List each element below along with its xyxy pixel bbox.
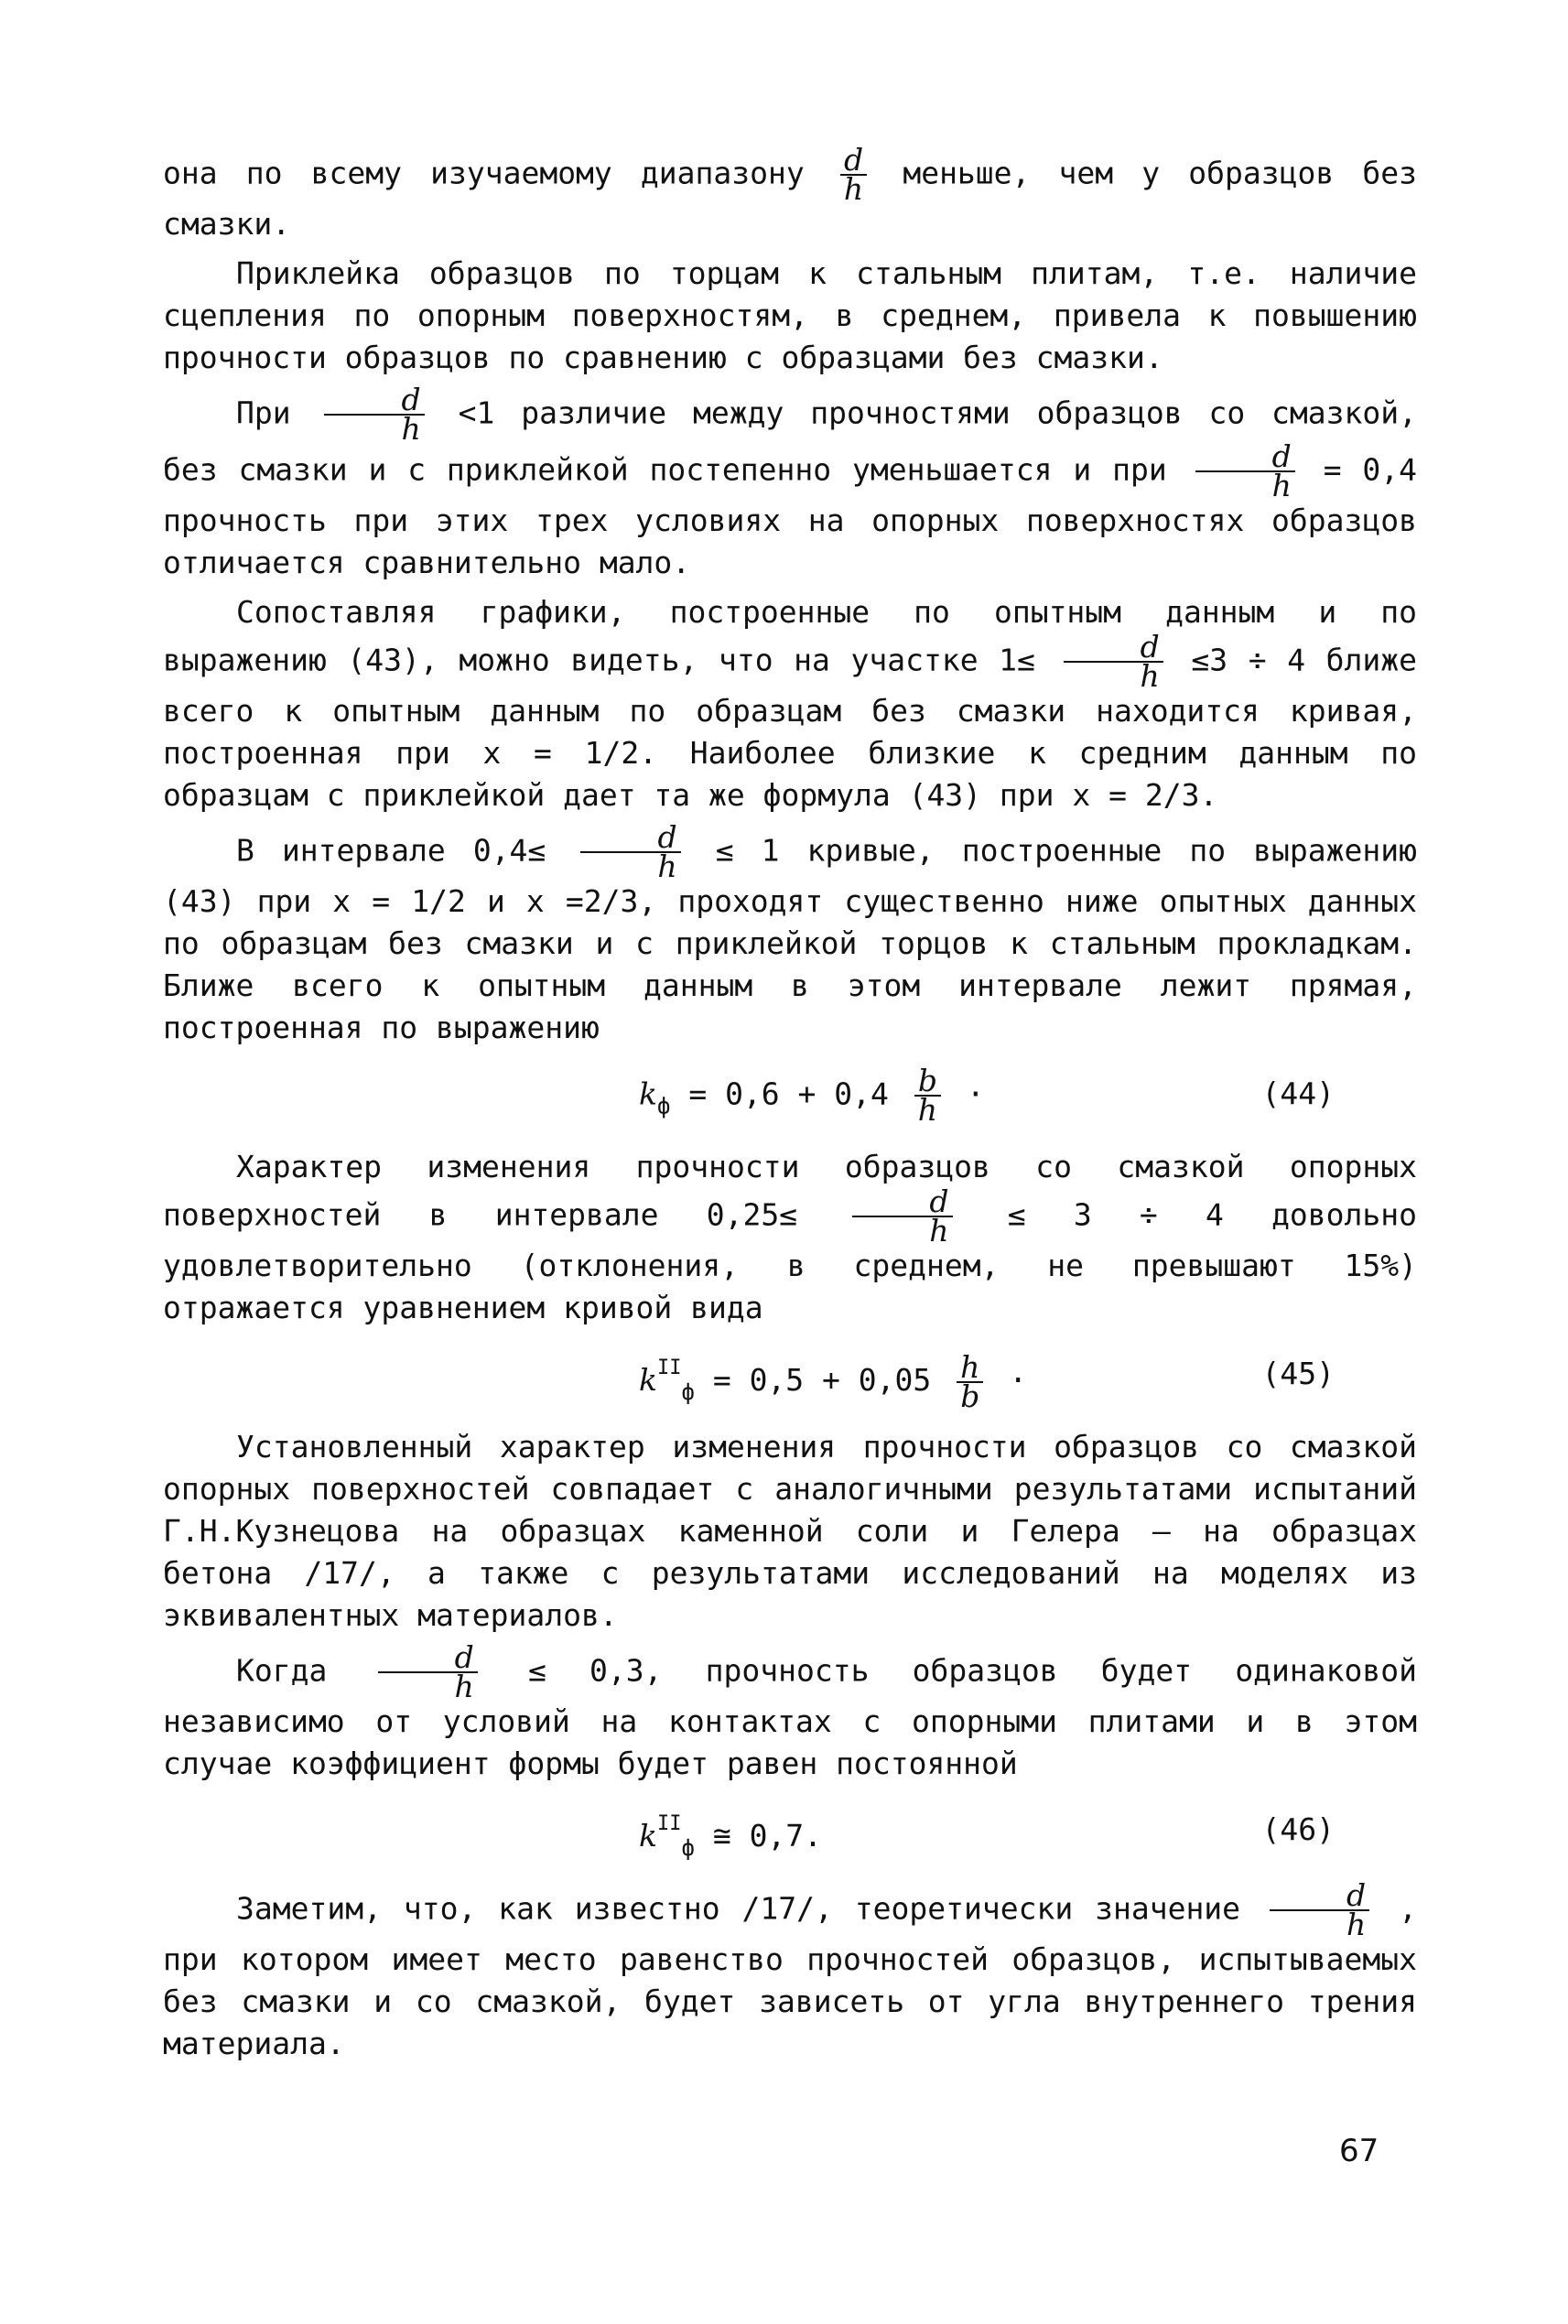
formula-44-number: (44) [1261,1076,1335,1111]
paragraph-6-text-b: ≤ 3 ÷ 4 довольно удовлетворительно (отклонения, в среднем, не превышают 15%) отражается уравнением кривой вида [163,1196,1418,1325]
paragraph-1-text-b: меньше, чем у образцов без смазки. [163,155,1418,242]
fraction-numerator: d [852,1188,952,1217]
fraction-numerator: d [1064,633,1163,663]
fraction-d-over-h [580,819,680,884]
formula-45-rhs: = 0,5 + 0,05 [712,1362,932,1398]
fraction-d-over-h [378,1639,478,1704]
paragraph-5-text-a: В интервале 0,4≤ [236,832,546,869]
formula-46-rhs: ≅ 0,7. [712,1818,823,1854]
fraction-d-over-h [1064,629,1163,694]
fraction-d-over-h [852,1184,952,1248]
formula-44-rhs: = 0,6 + 0,4 [688,1076,889,1112]
fraction-denominator: b [960,1378,980,1414]
fraction-d-over-h [324,382,424,447]
formula-45-superscript: II [657,1357,682,1379]
paragraph-2: Приклейка образцов по торцам к стальным плитам, т.е. наличие сцепления по опорным поверхностям, в среднем, привела к повышению прочности образцов по сравнению с образцами без смазки. [163,255,1417,375]
paragraph-3 [163,382,1418,584]
fraction-denominator: h [454,1669,474,1704]
fraction-denominator: h [843,171,864,207]
formula-46 [163,1792,1417,1869]
formula-44-subscript: ф [657,1093,671,1119]
fraction-numerator: d [378,1644,478,1673]
document-page [163,142,1418,2072]
paragraph-8-text-a: Когда [236,1652,328,1689]
fraction-numerator: d [580,824,680,853]
paragraph-3-text-b: <1 различие между прочностями образцов со смазкой, без смазки и с приклейкой постепенно уменьшается и при [163,395,1417,488]
paragraph-7: Установленный характер изменения прочности образцов со смазкой опорных поверхностей совпадает с аналогичными результатами испытаний Г.Н.Кузнецова на образцах каменной соли и Гелера – на образцах бетона /17/, а также с результатами исследований на моделях из эквивалентных материалов. [163,1429,1417,1633]
fraction-numerator: d [840,146,867,176]
paragraph-4 [163,591,1417,816]
formula-46-superscript: II [657,1812,682,1835]
paragraph-6 [163,1146,1417,1329]
paragraph-1 [163,142,1418,245]
fraction-numerator: b [914,1067,941,1097]
formula-46-expression [639,1803,822,1869]
fraction-d-over-h [1195,438,1295,503]
paragraph-5 [163,819,1417,1049]
paragraph-9 [163,1877,1417,2065]
paragraph-3-text-c: = 0,4 прочность при этих трех условиях на опорных поверхностях образцов отличается сравнительно мало. [163,451,1418,580]
fraction-d-over-h [1270,1877,1369,1942]
formula-44-expression [639,1063,985,1128]
paragraph-8 [163,1639,1417,1785]
fraction-numerator: d [1195,443,1295,472]
formula-44 [163,1056,1417,1133]
fraction-numerator: h [957,1354,983,1383]
fraction-denominator: h [401,411,421,447]
fraction-denominator: h [1346,1907,1367,1942]
fraction-numerator: d [1270,1882,1369,1911]
formula-46-subscript: ф [681,1835,695,1861]
formula-46-k: k [639,1818,657,1854]
fraction-denominator: h [657,849,677,884]
fraction-denominator: h [1140,658,1160,694]
paragraph-9-text-a: Заметим, что, как известно /17/, теоретически значение [236,1890,1241,1927]
formula-45-number: (45) [1261,1356,1335,1391]
paragraph-6-text-a: Характер изменения прочности образцов со смазкой опорных поверхностей в интервале 0,25≤ [163,1149,1417,1233]
formula-44-dot: · [966,1076,985,1112]
fraction-h-over-b [957,1348,983,1414]
formula-44-k: k [639,1076,657,1112]
fraction-denominator: h [1271,468,1292,503]
formula-45-k: k [639,1362,657,1398]
paragraph-4-text-a: Сопоставляя графики, построенные по опытным данным и по выражению (43), можно видеть, что на участке 1≤ [163,594,1417,678]
page-number: 67 [1339,2133,1379,2169]
formula-46-number: (46) [1261,1811,1335,1847]
paragraph-4-text-b: ≤3 ÷ 4 ближе всего к опытным данным по образцам без смазки находится кривая, построенная при x = 1/2. Наиболее близкие к средним данным по образцам с приклейкой дает та же формула (43) при x = 2/3. [163,642,1417,813]
formula-45-dot: · [1009,1362,1028,1398]
fraction-b-over-h [914,1063,941,1128]
paragraph-8-text-b: ≤ 0,3, прочность образцов будет одинаковой независимо от условий на контактах с опорными плитами и в этом случае коэффициент формы будет равен постоянной [163,1652,1417,1781]
fraction-d-over-h [840,142,867,207]
formula-45-expression [639,1347,1027,1413]
paragraph-9-text-b: , при котором имеет место равенство прочностей образцов, испытываемых без смазки и со смазкой, будет зависеть от угла внутреннего трения материала. [163,1890,1417,2061]
fraction-numerator: d [324,386,424,416]
fraction-denominator: h [929,1213,949,1248]
paragraph-1-text-a: она по всему изучаемому диапазону [163,155,805,191]
formula-45 [163,1336,1417,1413]
formula-45-subscript: ф [681,1379,695,1405]
fraction-denominator: h [917,1092,938,1128]
paragraph-3-text-a: При [236,395,291,431]
paragraph-5-text-b: ≤ 1 кривые, построенные по выражению (43) при x = 1/2 и x =2/3, проходят существенно ниже опытных данных по образцам без смазки и с приклейкой торцов к стальным прокладкам. Ближе всего к опытным данным в этом интервале лежит прямая, построенная по выражению [163,832,1417,1045]
